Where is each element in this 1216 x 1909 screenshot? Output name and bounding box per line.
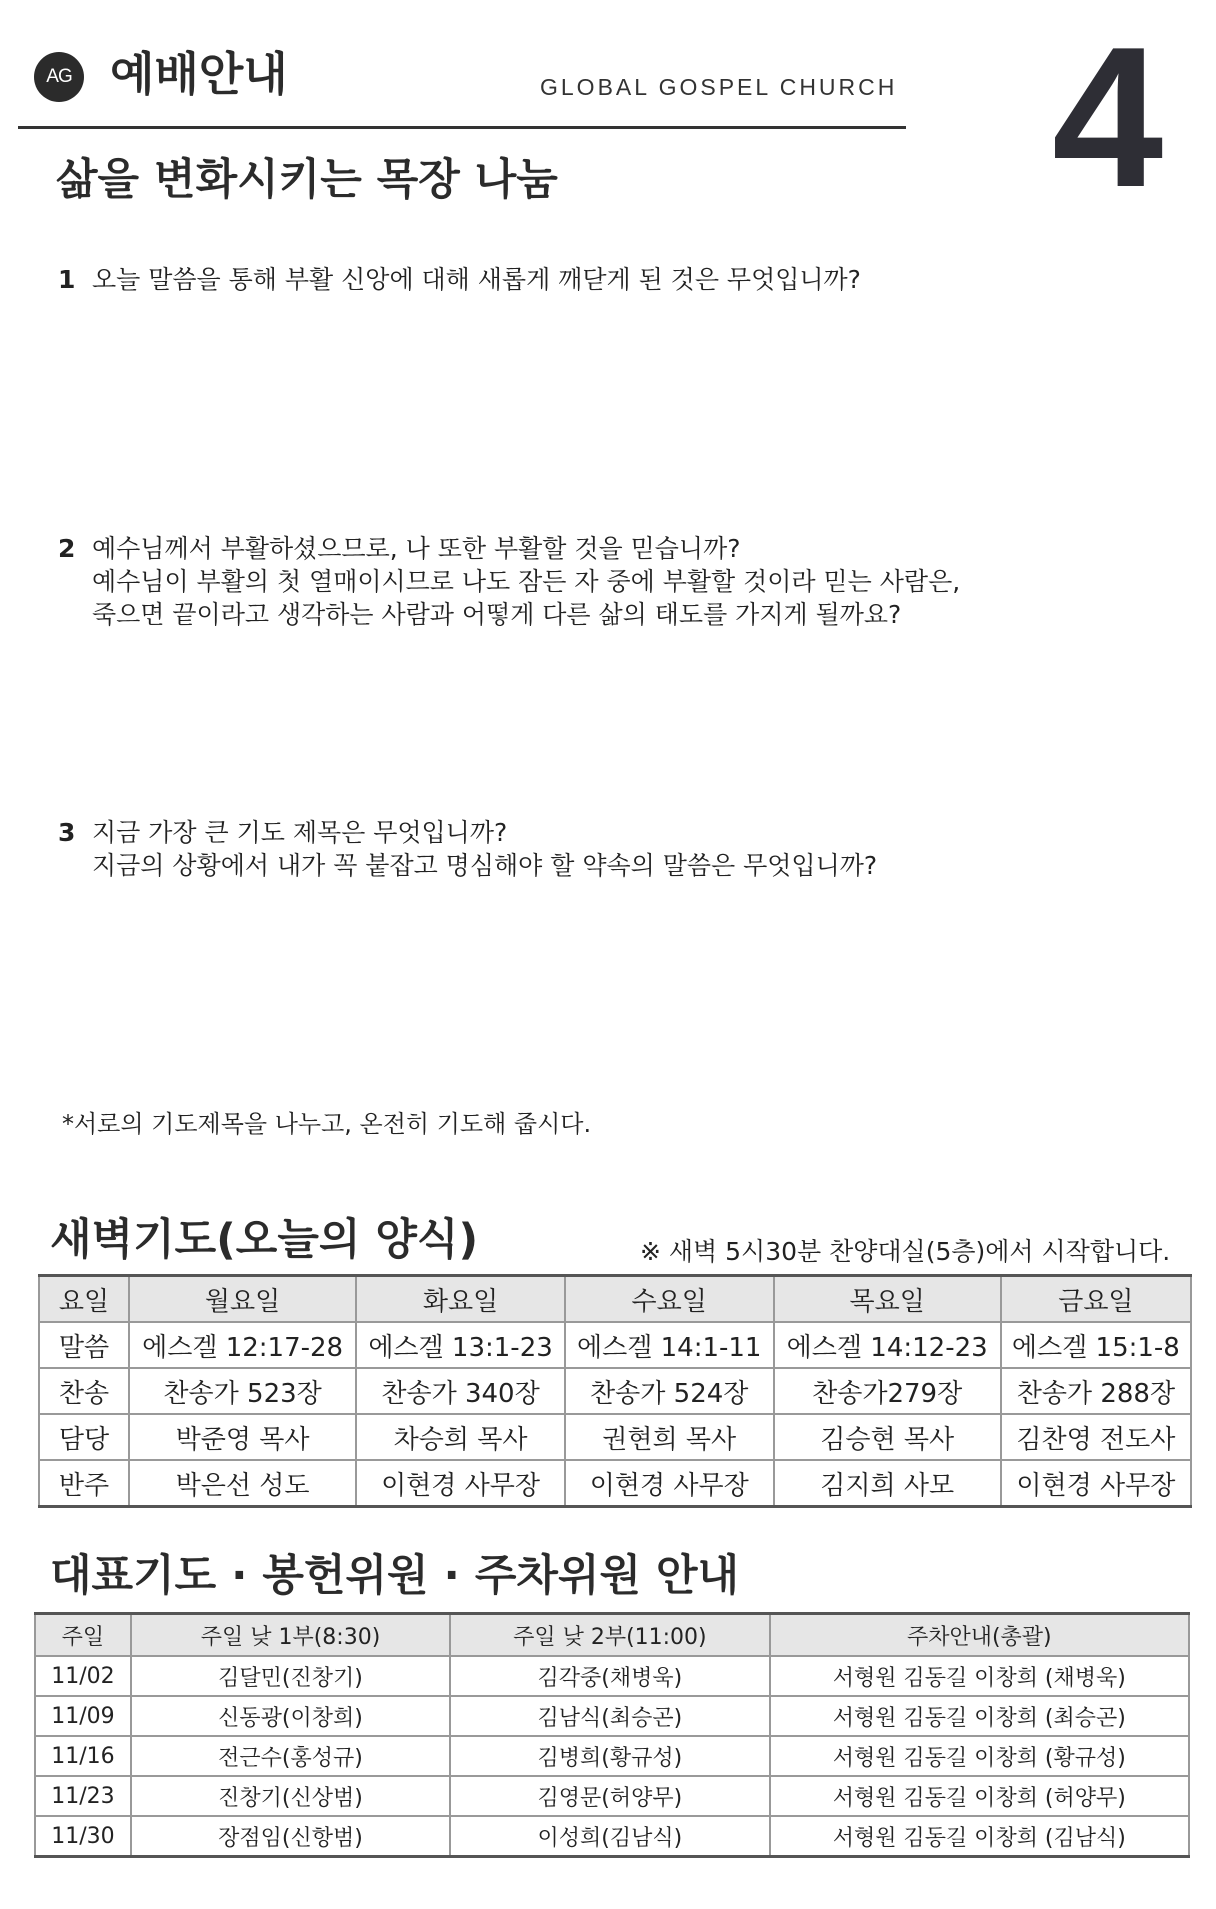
dawn-prayer-note: ※ 새벽 5시30분 찬양대실(5층)에서 시작합니다. (640, 1237, 1171, 1266)
table-cell: 에스겔 13:1-23 (356, 1322, 565, 1368)
table-header-cell: 화요일 (356, 1276, 565, 1323)
dawn-prayer-title: 새벽기도(오늘의 양식) (50, 1215, 479, 1265)
question-number: 3 (58, 818, 76, 847)
table-cell: 김영문(허양무) (450, 1776, 769, 1816)
table-cell: 이성희(김남식) (450, 1816, 769, 1857)
table-row (39, 1322, 1191, 1368)
table-cell: 말씀 (39, 1322, 129, 1368)
table-row (35, 1656, 1189, 1696)
dawn-prayer-table (38, 1274, 1192, 1508)
table-row (39, 1368, 1191, 1414)
table-cell: 이현경 사무장 (1001, 1460, 1191, 1507)
question-line: 예수님께서 부활하셨으므로, 나 또한 부활할 것을 믿습니까? (92, 534, 741, 563)
table-header-cell: 금요일 (1001, 1276, 1191, 1323)
table-cell: 11/16 (35, 1736, 131, 1776)
table-cell: 찬송가 340장 (356, 1368, 565, 1414)
table-row (35, 1776, 1189, 1816)
question-line: 예수님이 부활의 첫 열매이시므로 나도 잠든 자 중에 부활할 것이라 믿는 사람은, (92, 567, 961, 596)
table-cell: 신동광(이창희) (131, 1696, 450, 1736)
table-cell: 11/23 (35, 1776, 131, 1816)
table-row (35, 1696, 1189, 1736)
table-header-row (35, 1614, 1189, 1657)
table-header-cell: 주일 (35, 1614, 131, 1657)
table-cell: 전근수(홍성규) (131, 1736, 450, 1776)
question-line: 지금 가장 큰 기도 제목은 무엇입니까? (92, 818, 508, 847)
question-number: 2 (58, 534, 76, 563)
table-cell: 서형원 김동길 이창희 (최승곤) (770, 1696, 1189, 1736)
table-header-cell: 주일 낮 2부(11:00) (450, 1614, 769, 1657)
table-row (39, 1460, 1191, 1507)
sharing-title: 삶을 변화시키는 목장 나눔 (56, 155, 558, 205)
table-cell: 찬송가 288장 (1001, 1368, 1191, 1414)
table-cell: 김달민(진창기) (131, 1656, 450, 1696)
table-cell: 에스겔 15:1-8 (1001, 1322, 1191, 1368)
table-cell: 권현희 목사 (565, 1414, 774, 1460)
page-title: 예배안내 (110, 47, 288, 101)
table-cell: 김지희 사모 (774, 1460, 1001, 1507)
table-row (35, 1816, 1189, 1857)
church-name: GLOBAL GOSPEL CHURCH (540, 74, 898, 100)
table-cell: 반주 (39, 1460, 129, 1507)
table-cell: 진창기(신상범) (131, 1776, 450, 1816)
table-header-cell: 주일 낮 1부(8:30) (131, 1614, 450, 1657)
table-row (39, 1414, 1191, 1460)
prayer-note: *서로의 기도제목을 나누고, 온전히 기도해 줍시다. (62, 1110, 592, 1138)
question-line: 오늘 말씀을 통해 부활 신앙에 대해 새롭게 깨닫게 된 것은 무엇입니까? (92, 265, 861, 294)
table-row (35, 1736, 1189, 1776)
table-header-cell: 월요일 (129, 1276, 356, 1323)
table-cell: 이현경 사무장 (356, 1460, 565, 1507)
table-cell: 11/02 (35, 1656, 131, 1696)
table-cell: 11/09 (35, 1696, 131, 1736)
committee-table (34, 1612, 1190, 1858)
table-cell: 11/30 (35, 1816, 131, 1857)
table-header-row (39, 1276, 1191, 1323)
table-cell: 장점임(신항범) (131, 1816, 450, 1857)
table-cell: 이현경 사무장 (565, 1460, 774, 1507)
question-number: 1 (58, 265, 76, 294)
table-cell: 김남식(최승곤) (450, 1696, 769, 1736)
table-cell: 박준영 목사 (129, 1414, 356, 1460)
page-number: 4 (1052, 6, 1164, 229)
table-cell: 서형원 김동길 이창희 (허양무) (770, 1776, 1189, 1816)
table-cell: 김승현 목사 (774, 1414, 1001, 1460)
header-divider (18, 126, 906, 129)
table-cell: 서형원 김동길 이창희 (김남식) (770, 1816, 1189, 1857)
question-line: 죽으면 끝이라고 생각하는 사람과 어떻게 다른 삶의 태도를 가지게 될까요? (92, 600, 902, 629)
table-header-cell: 요일 (39, 1276, 129, 1323)
table-cell: 서형원 김동길 이창희 (채병욱) (770, 1656, 1189, 1696)
table-cell: 찬송 (39, 1368, 129, 1414)
question-line: 지금의 상황에서 내가 꼭 붙잡고 명심해야 할 약속의 말씀은 무엇입니까? (92, 851, 878, 880)
table-cell: 담당 (39, 1414, 129, 1460)
table-cell: 김찬영 전도사 (1001, 1414, 1191, 1460)
table-cell: 에스겔 14:1-11 (565, 1322, 774, 1368)
table-cell: 찬송가 524장 (565, 1368, 774, 1414)
table-header-cell: 수요일 (565, 1276, 774, 1323)
table-cell: 서형원 김동길 이창희 (황규성) (770, 1736, 1189, 1776)
table-cell: 찬송가 523장 (129, 1368, 356, 1414)
church-logo: AG (34, 52, 84, 102)
table-cell: 차승희 목사 (356, 1414, 565, 1460)
table-header-cell: 목요일 (774, 1276, 1001, 1323)
table-cell: 에스겔 12:17-28 (129, 1322, 356, 1368)
table-header-cell: 주차안내(총괄) (770, 1614, 1189, 1657)
table-cell: 찬송가279장 (774, 1368, 1001, 1414)
table-cell: 박은선 성도 (129, 1460, 356, 1507)
table-cell: 에스겔 14:12-23 (774, 1322, 1001, 1368)
table-cell: 김병희(황규성) (450, 1736, 769, 1776)
table-cell: 김각중(채병욱) (450, 1656, 769, 1696)
committee-title: 대표기도 · 봉헌위원 · 주차위원 안내 (50, 1551, 740, 1601)
